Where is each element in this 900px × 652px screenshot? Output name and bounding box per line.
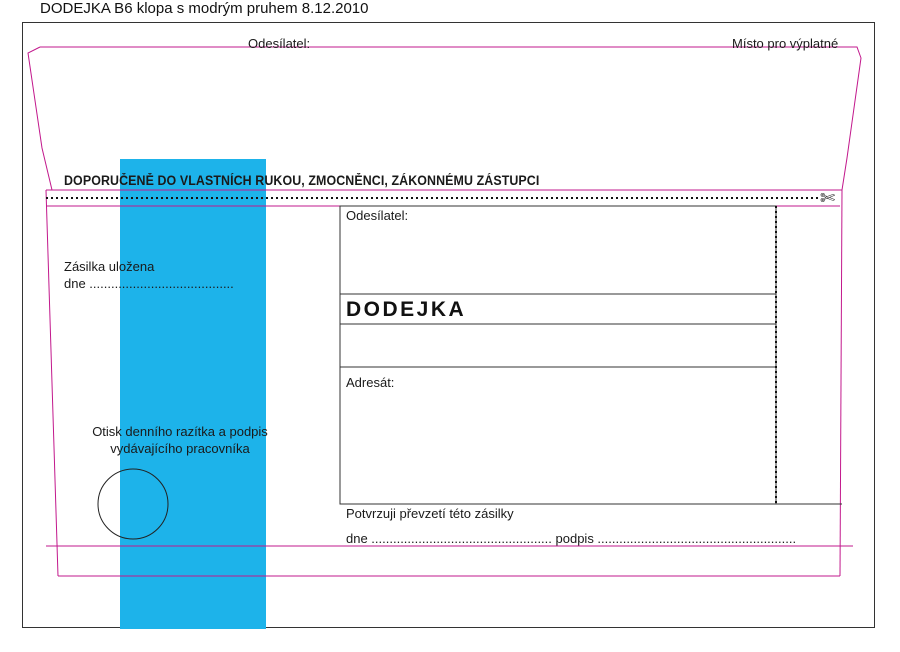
stamp-caption: Otisk denního razítka a podpis vydávajícího pracovníka	[92, 424, 268, 456]
receipt-title: DODEJKA	[346, 298, 467, 321]
left-edge-line	[46, 190, 58, 576]
date-signature-line: dne .................................................. podpis .......................................................	[346, 531, 797, 546]
flap-outline	[40, 47, 861, 190]
stored-label: Zásilka uložena	[64, 259, 155, 274]
stamp-circle	[98, 469, 168, 539]
addressee-label: Adresát:	[346, 375, 395, 390]
confirm-text: Potvrzuji převzetí této zásilky	[346, 506, 514, 521]
document-title: DODEJKA B6 klopa s modrým pruhem 8.12.2010	[40, 0, 369, 17]
receipt-sender-label: Odesílatel:	[346, 208, 409, 223]
right-edge-line	[840, 190, 842, 576]
scissors-icon: ✄	[820, 188, 836, 208]
receipt-box	[340, 206, 776, 504]
recommended-delivery-text: DOPORUČENĚ DO VLASTNÍCH RUKOU, ZMOCNĚNCI, ZÁKONNÉMU ZÁSTUPCI	[64, 173, 540, 188]
postage-label: Místo pro výplatné	[732, 36, 839, 51]
flap-outline-left	[28, 47, 52, 190]
sender-label: Odesílatel:	[248, 36, 311, 51]
stored-date-line: dne ........................................	[64, 276, 234, 291]
